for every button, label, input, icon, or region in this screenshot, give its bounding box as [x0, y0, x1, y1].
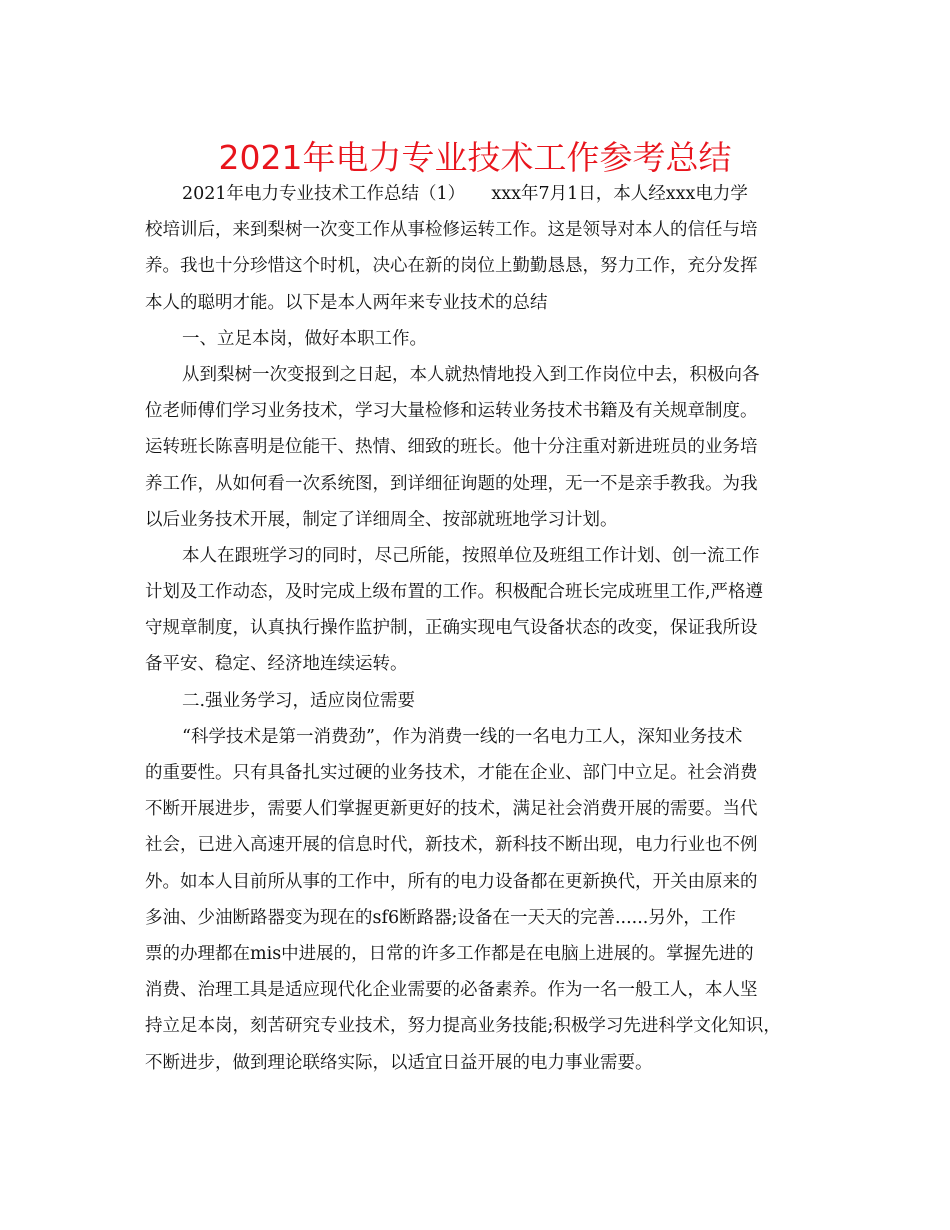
section-heading-1: 一、立足本岗，做好本职工作。 — [182, 328, 427, 349]
section-heading-2: 二.强业务学习，适应岗位需要 — [182, 690, 416, 711]
text-line: 外。如本人目前所从事的工作中，所有的电力设备都在更新换代，开关由原来的 — [145, 871, 758, 892]
text-line: 多油、少油断路器变为现在的sf6断路器;设备在一天天的完善......另外，工作 — [145, 907, 736, 928]
text-line: 计划及工作动态，及时完成上级布置的工作。积极配合班长完成班里工作,严格遵 — [145, 582, 764, 603]
text-line: 备平安、稳定、经济地连续运转。 — [145, 654, 408, 675]
text-line: 2021年电力专业技术工作总结（1） xxx年7月1日，本人经xxx电力学 — [182, 184, 748, 204]
text-line: 本人在跟班学习的同时，尽己所能，按照单位及班组工作计划、创一流工作 — [182, 545, 760, 566]
text-line: 守规章制度，认真执行操作监护制，正确实现电气设备状态的改变，保证我所设 — [145, 618, 758, 639]
text-line: 消费、治理工具是适应现代化企业需要的必备素养。作为一名一般工人，本人坚 — [145, 980, 758, 1001]
text-line: 养工作，从如何看一次系统图，到详细征询题的处理，无一不是亲手教我。为我 — [145, 473, 758, 494]
text-line: 从到梨树一次变报到之日起，本人就热情地投入到工作岗位中去，积极向各 — [182, 364, 760, 385]
text-line: 以后业务技术开展，制定了详细周全、按部就班地学习计划。 — [145, 509, 618, 530]
text-line: 社会，已进入高速开展的信息时代，新技术，新科技不断出现，电力行业也不例 — [145, 835, 758, 856]
text-line: 位老师傅们学习业务技术，学习大量检修和运转业务技术书籍及有关规章制度。 — [145, 401, 758, 422]
text-line: 的重要性。只有具备扎实过硬的业务技术，才能在企业、部门中立足。社会消费 — [145, 763, 758, 783]
text-line: 运转班长陈喜明是位能干、热情、细致的班长。他十分注重对新进班员的业务培 — [145, 437, 758, 458]
text-line: 本人的聪明才能。以下是本人两年来专业技术的总结 — [145, 292, 548, 313]
text-line: 校培训后，来到梨树一次变工作从事检修运转工作。这是领导对本人的信任与培 — [145, 220, 758, 241]
text-line: 不断开展进步，需要人们掌握更新更好的技术，满足社会消费开展的需要。当代 — [145, 799, 758, 820]
text-line: 养。我也十分珍惜这个时机，决心在新的岗位上勤勤恳恳，努力工作，充分发挥 — [145, 256, 758, 277]
document-title: 2021年电力专业技术工作参考总结 — [218, 138, 732, 177]
document-body — [145, 176, 815, 1081]
text-line: 持立足本岗，刻苦研究专业技术，努力提高业务技能;积极学习先进科学文化知识， — [145, 1016, 781, 1037]
text-line: “科学技术是第一消费劲”，作为消费一线的一名电力工人，深知业务技术 — [182, 726, 743, 747]
text-line: 票的办理都在mis中进展的，日常的许多工作都是在电脑上进展的。掌握先进的 — [145, 943, 754, 964]
text-line: 不断进步，做到理论联络实际，以适宜日益开展的电力事业需要。 — [145, 1052, 653, 1073]
